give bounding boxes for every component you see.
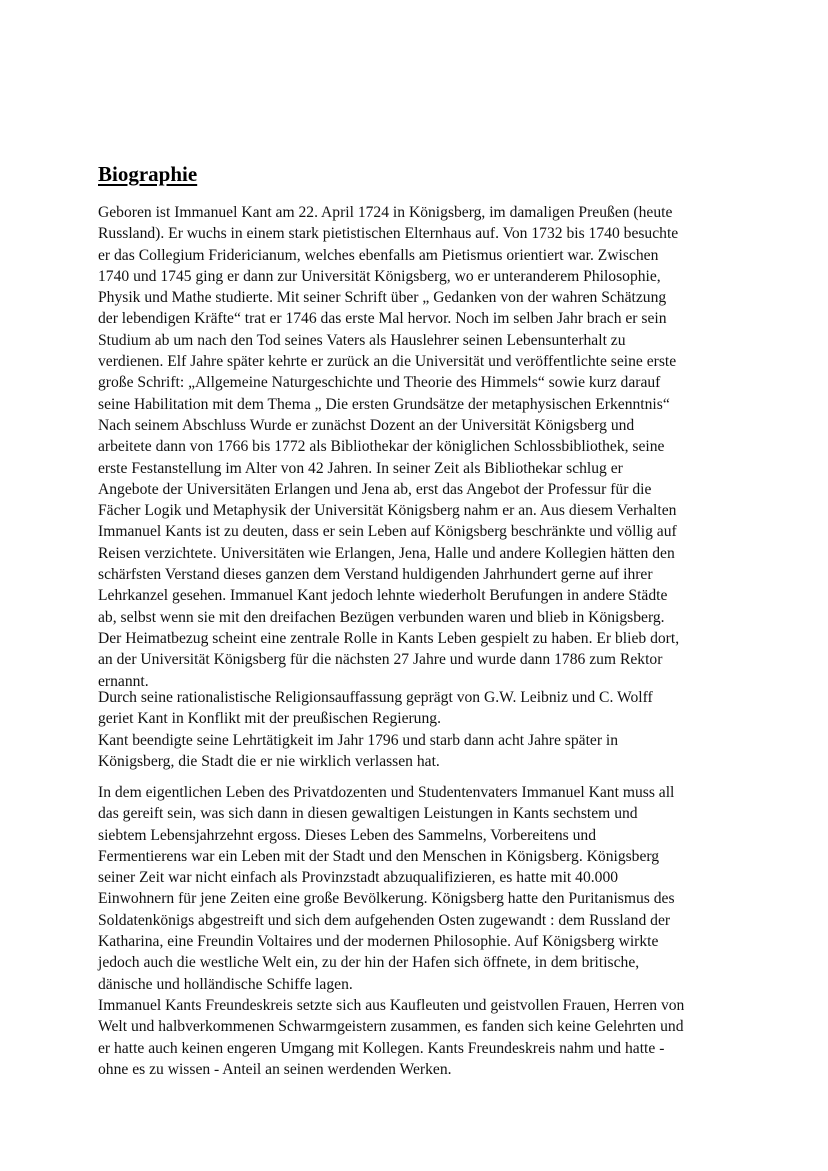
text-line: er hatte auch keinen engeren Umgang mit Kollegen. Kants Freundeskreis nahm und hatte - xyxy=(98,1039,665,1057)
text-line: an der Universität Königsberg für die nächsten 27 Jahre und wurde dann 1786 zum Rektor xyxy=(98,651,663,669)
text-line: Nach seinem Abschluss Wurde er zunächst Dozent an der Universität Königsberg und xyxy=(98,416,635,434)
text-line: der lebendigen Kräfte“ trat er 1746 das erste Mal hervor. Noch im selben Jahr brach er sein xyxy=(98,310,667,328)
paragraph-early-life xyxy=(98,202,738,692)
text-line: In dem eigentlichen Leben des Privatdozenten und Studentenvaters Immanuel Kant muss all xyxy=(98,784,675,801)
text-line: Kant beendigte seine Lehrtätigkeit im Jahr 1796 und starb dann acht Jahre später in xyxy=(98,731,619,749)
text-line: schärfsten Verstand dieses ganzen dem Verstand huldigenden Jahrhundert gerne auf ihrer xyxy=(98,566,653,584)
text-line: Angebote der Universitäten Erlangen und Jena ab, erst das Angebot der Professur für die xyxy=(98,480,652,498)
text-line: Königsberg, die Stadt die er nie wirklich verlassen hat. xyxy=(98,752,440,770)
paragraph-conflict-and-death xyxy=(98,687,738,772)
text-line: siebtem Lebensjahrzehnt ergoss. Dieses Leben des Sammelns, Vorbereitens und xyxy=(98,826,597,844)
text-line: Katharina, eine Freundin Voltaires und der modernen Philosophie. Auf Königsberg wirkte xyxy=(98,933,659,951)
text-line: Geboren ist Immanuel Kant am 22. April 1724 in Königsberg, im damaligen Preußen (heute xyxy=(98,204,673,221)
text-line: arbeitete dann von 1766 bis 1772 als Bibliothekar der königlichen Schlossbibliothek, seine xyxy=(98,438,665,456)
text-line: Physik und Mathe studierte. Mit seiner Schrift über „ Gedanken von der wahren Schätzung xyxy=(98,289,667,307)
text-line: dänische und holländische Schiffe lagen. xyxy=(98,975,353,993)
text-line: verdienen. Elf Jahre später kehrte er zurück an die Universität und veröffentlichte seine erste xyxy=(98,353,677,371)
text-line: Immanuel Kants Freundeskreis setzte sich aus Kaufleuten und geistvollen Frauen, Herren von xyxy=(98,996,685,1014)
text-line: Studium ab um nach den Tod seines Vaters als Hauslehrer seinen Lebensunterhalt zu xyxy=(98,331,626,349)
section-heading: Biographie xyxy=(98,162,198,186)
text-line: Fermentierens war ein Leben mit der Stadt und den Menschen in Königsberg. Königsberg xyxy=(98,847,660,865)
text-line: Welt und halbverkommenen Schwarmgeistern zusammen, es fanden sich keine Gelehrten und xyxy=(98,1018,684,1036)
text-line: 1740 und 1745 ging er dann zur Universität Königsberg, wo er unteranderem Philosophie, xyxy=(98,267,661,285)
text-line: er das Collegium Fridericianum, welches ebenfalls am Pietismus orientiert war. Zwischen xyxy=(98,246,659,264)
text-line: große Schrift: „Allgemeine Naturgeschichte und Theorie des Himmels“ sowie kurz darauf xyxy=(98,374,661,392)
text-line: das gereift sein, was sich dann in diesen gewaltigen Leistungen in Kants sechstem und xyxy=(98,805,638,823)
text-line: Der Heimatbezug scheint eine zentrale Rolle in Kants Leben gespielt zu haben. Er blieb dort, xyxy=(98,629,680,647)
text-line: erste Festanstellung im Alter von 42 Jahren. In seiner Zeit als Bibliothekar schlug er xyxy=(98,459,623,477)
paragraph-koenigsberg-life xyxy=(98,782,738,1080)
text-line: Lehrkanzel gesehen. Immanuel Kant jedoch lehnte wiederholt Berufungen in andere Städte xyxy=(98,587,668,605)
text-line: Immanuel Kants ist zu deuten, dass er sein Leben auf Königsberg beschränkte und völlig auf xyxy=(98,523,677,541)
text-line: Soldatenkönigs abgestreift und sich dem aufgehenden Osten zugewandt : dem Russland der xyxy=(98,911,671,929)
text-line: ernannt. xyxy=(98,672,149,690)
text-line: Durch seine rationalistische Religionsauffassung geprägt von G.W. Leibniz und C. Wolff xyxy=(98,689,653,706)
text-line: Fächer Logik und Metaphysik der Universität Königsberg nahm er an. Aus diesem Verhalten xyxy=(98,502,677,520)
text-line: jedoch auch die westliche Welt ein, zu der hin der Hafen sich öffnete, in dem britische, xyxy=(98,954,640,972)
text-line: ohne es zu wissen - Anteil an seinen werdenden Werken. xyxy=(98,1060,452,1078)
text-line: Einwohnern für jene Zeiten eine große Bevölkerung. Königsberg hatte den Puritanismus des xyxy=(98,890,675,908)
text-line: seine Habilitation mit dem Thema „ Die ersten Grundsätze der metaphysischen Erkenntnis“ xyxy=(98,395,670,413)
text-line: seiner Zeit war nicht einfach als Provinzstadt abzuqualifizieren, es hatte mit 40.000 xyxy=(98,869,619,887)
text-line: ab, selbst wenn sie mit den dreifachen Bezügen verbunden waren und blieb in Königsberg. xyxy=(98,608,665,626)
text-line: Russland). Er wuchs in einem stark pietistischen Elternhaus auf. Von 1732 bis 1740 besuchte xyxy=(98,225,679,243)
text-line: Reisen verzichtete. Universitäten wie Erlangen, Jena, Halle und andere Kollegien hätten den xyxy=(98,544,675,562)
text-line: geriet Kant in Konflikt mit der preußischen Regierung. xyxy=(98,710,441,728)
